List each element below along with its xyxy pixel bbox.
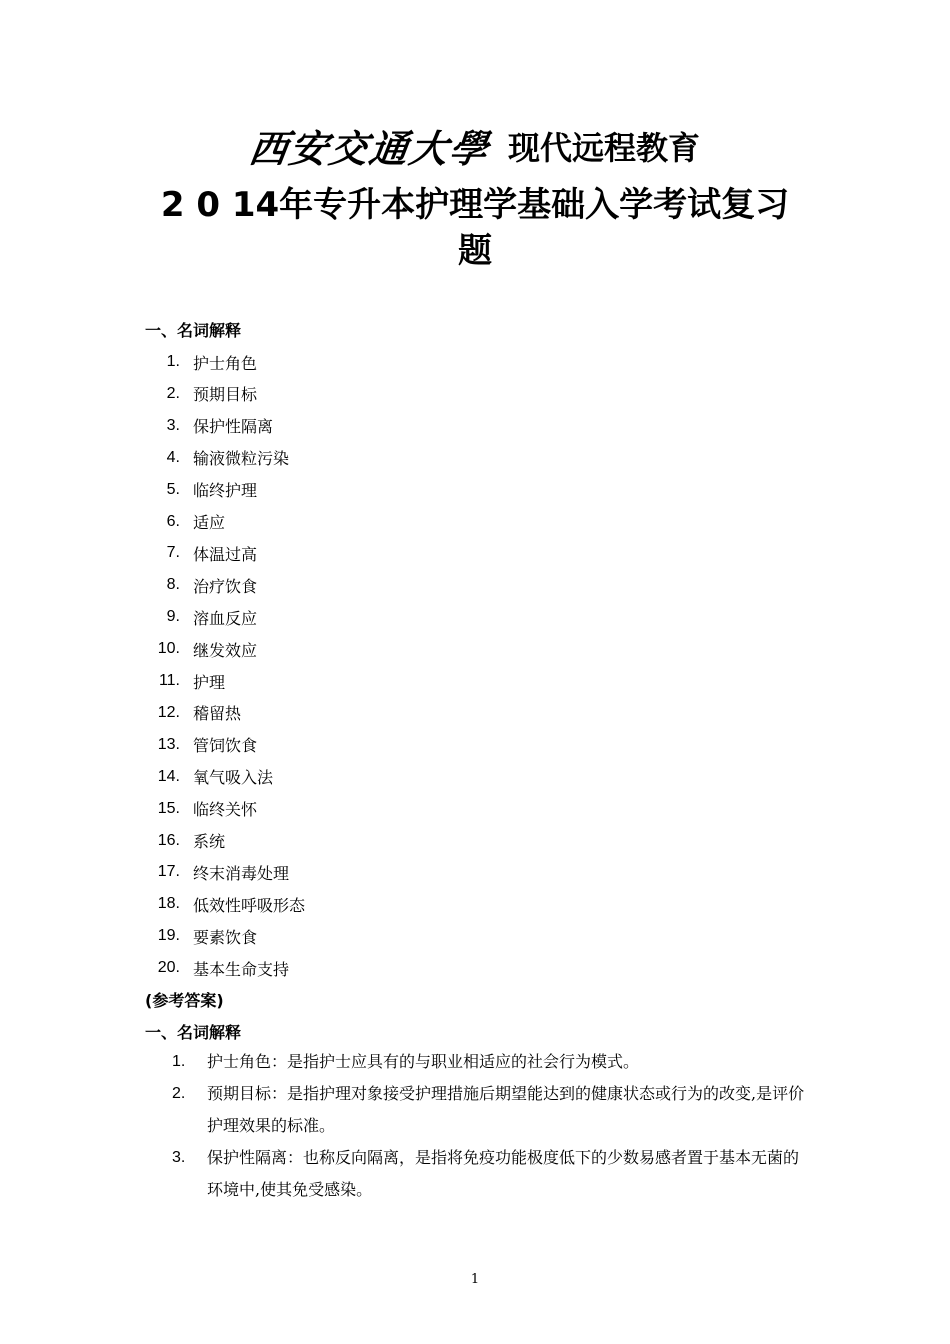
list-item-text: 管饲饮食 — [193, 736, 258, 756]
list-item-number: 7. — [166, 544, 180, 562]
list-item-text: 基本生命支持 — [193, 959, 290, 979]
document-title — [130, 182, 820, 274]
list-item-text: 终末消毒处理 — [193, 863, 290, 883]
list-item-text: 低效性呼吸形态 — [193, 895, 306, 915]
list-item-number: 15. — [157, 799, 180, 817]
answers-heading: 一、名词解释 — [145, 1023, 242, 1042]
list-item-text: 护理 — [193, 672, 226, 692]
answer-number: 3. — [172, 1149, 186, 1166]
answer-text: 预期目标：是指护理对象接受护理措施后期望能达到的健康状态或行为的改变,是评价护理效果的标准。 — [207, 1084, 805, 1135]
answer-text: 保护性隔离：也称反向隔离，是指将免疫功能极度低下的少数易感者置于基本无菌的环境中,使其免受感染。 — [207, 1148, 800, 1199]
header-subtitle: 现代远程教育 — [508, 128, 701, 167]
list-item-number: 11. — [158, 672, 180, 689]
answer-number: 1. — [172, 1053, 186, 1070]
list-item-number: 16. — [157, 831, 180, 849]
page-number: 1 — [470, 1272, 480, 1287]
list-item-text: 临终关怀 — [193, 800, 258, 820]
list-item-text: 稽留热 — [193, 704, 242, 724]
list-item-number: 19. — [157, 927, 180, 945]
list-item-number: 9. — [166, 608, 180, 626]
university-logo: 西安交通大學 — [246, 126, 493, 171]
list-item-text: 继发效应 — [193, 640, 258, 660]
list-item-number: 5. — [166, 480, 180, 498]
title-line-1: 2 0 14年专升本护理学基础入学考试复习 — [160, 185, 790, 225]
list-item-text: 系统 — [193, 832, 226, 851]
title-line-2: 题 — [458, 231, 492, 271]
list-item-number: 18. — [157, 895, 180, 913]
list-item-text: 预期目标 — [193, 385, 258, 405]
list-item-text: 治疗饮食 — [193, 576, 258, 596]
list-item-text: 溶血反应 — [193, 608, 258, 628]
list-item-number: 20. — [157, 959, 180, 977]
list-item-text: 临终护理 — [193, 481, 258, 501]
header — [0, 118, 950, 173]
answer-text: 护士角色：是指护士应具有的与职业相适应的社会行为模式。 — [207, 1052, 640, 1071]
list-item-number: 6. — [166, 512, 180, 530]
list-item-text: 保护性隔离 — [193, 417, 274, 437]
answers-label: (参考答案) — [145, 991, 224, 1010]
list-item-text: 输液微粒污染 — [193, 449, 290, 469]
list-item-number: 14. — [157, 767, 180, 785]
list-item-number: 13. — [157, 735, 180, 753]
list-item-number: 12. — [157, 703, 180, 721]
list-item-number: 17. — [157, 863, 180, 881]
list-item-text: 氧气吸入法 — [193, 768, 274, 788]
list-item-number: 2. — [166, 384, 180, 402]
list-item-number: 4. — [166, 448, 180, 466]
list-item-text: 适应 — [193, 513, 226, 532]
list-item-text: 要素饮食 — [193, 927, 258, 947]
section-heading: 一、名词解释 — [145, 321, 242, 340]
answer-number: 2. — [172, 1085, 186, 1102]
list-item-number: 8. — [166, 576, 180, 594]
list-item-number: 1. — [166, 353, 180, 370]
list-item-number: 3. — [166, 416, 180, 434]
list-item-number: 10. — [157, 640, 180, 658]
list-item-text: 护士角色 — [193, 353, 258, 373]
list-item-text: 体温过高 — [193, 544, 258, 564]
